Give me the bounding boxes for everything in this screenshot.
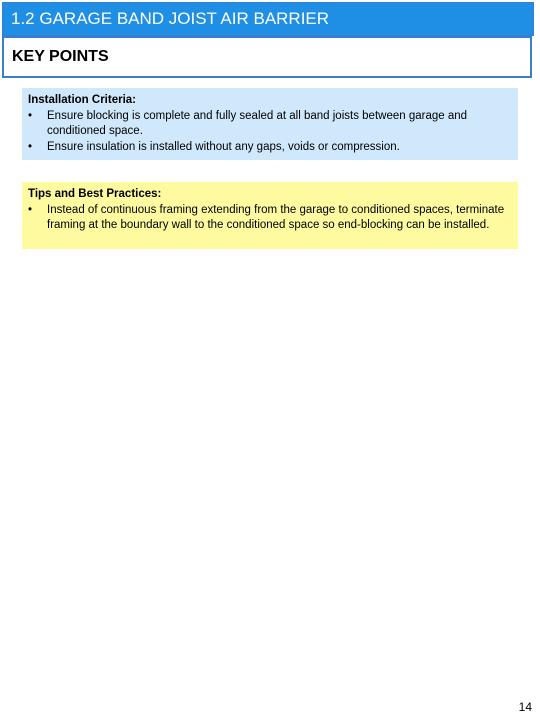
key-points-heading: KEY POINTS bbox=[2, 36, 532, 78]
list-item bbox=[28, 203, 510, 234]
page-title: 1.2 GARAGE BAND JOIST AIR BARRIER bbox=[2, 2, 534, 36]
list-item-text: Instead of continuous framing extending from the garage to conditioned spaces, terminate framing at the boundary wall to the conditioned space so end-blocking can be installed. bbox=[47, 203, 505, 231]
list-item-text: Ensure insulation is installed without any gaps, voids or compression. bbox=[47, 140, 400, 153]
page-number: 14 bbox=[518, 700, 532, 714]
bullet-icon: • bbox=[28, 203, 33, 216]
list-item bbox=[28, 109, 510, 140]
list-item-text: Ensure blocking is complete and fully sealed at all band joists between garage and conditioned space. bbox=[47, 109, 468, 137]
installation-criteria-box bbox=[22, 88, 518, 160]
bullet-icon: • bbox=[28, 109, 33, 122]
tips-box bbox=[22, 182, 518, 249]
bullet-icon: • bbox=[28, 140, 33, 153]
installation-criteria-list bbox=[28, 109, 510, 156]
tips-list bbox=[28, 203, 510, 234]
list-item bbox=[28, 140, 510, 156]
tips-heading: Tips and Best Practices: bbox=[28, 188, 162, 200]
installation-criteria-heading: Installation Criteria: bbox=[28, 94, 136, 106]
